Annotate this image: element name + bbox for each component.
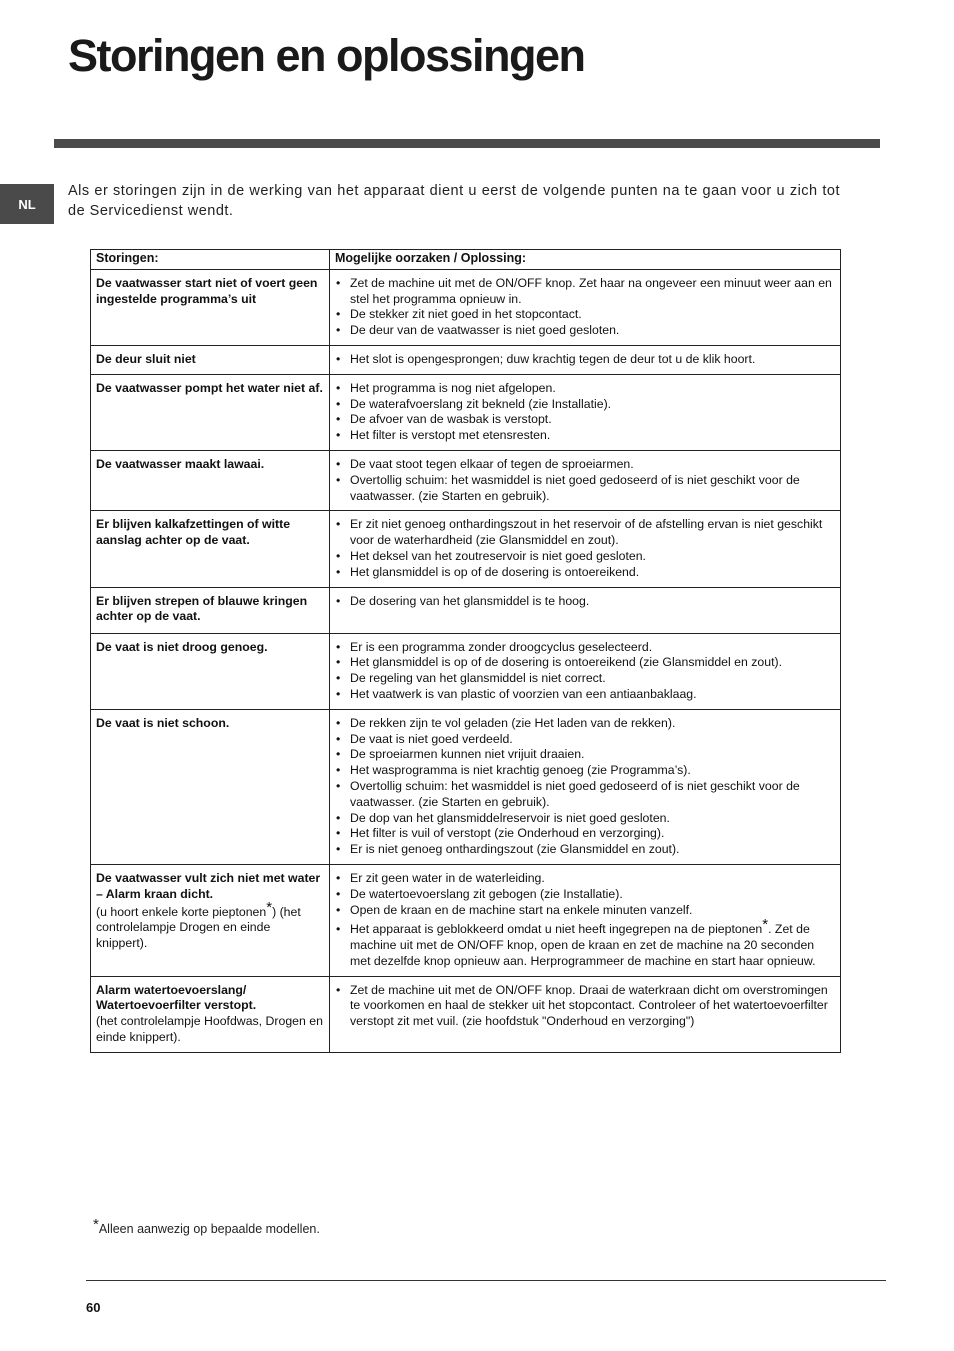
solution-cell <box>330 269 841 345</box>
solution-item: • Het programma is nog niet afgelopen. <box>335 381 835 397</box>
solution-item: • Het glansmiddel is op of de dosering is ontoereikend (zie Glansmiddel en zout). <box>335 655 835 671</box>
solution-item: • De waterafvoerslang zit bekneld (zie Installatie). <box>335 397 835 413</box>
solution-cell <box>330 345 841 374</box>
solution-item: • Het wasprogramma is niet krachtig genoeg (zie Programma’s). <box>335 763 835 779</box>
fault-label: De vaatwasser vult zich niet met water – Alarm kraan dicht. <box>96 870 321 901</box>
solution-item: • Het slot is opengesprongen; duw krachtig tegen de deur tot u de klik hoort. <box>335 352 835 368</box>
solution-item: • Zet de machine uit met de ON/OFF knop. Zet haar na ongeveer een minuut weer aan en stel het programma opnieuw in. <box>335 276 835 308</box>
solution-cell <box>330 976 841 1052</box>
solution-item: • Overtollig schuim: het wasmiddel is niet goed gedoseerd of is niet geschikt voor de vaatwasser. (zie Starten en gebruik). <box>335 473 835 505</box>
solution-item: • De watertoevoerslang zit gebogen (zie Installatie). <box>335 887 835 903</box>
fault-cell <box>91 374 330 450</box>
solution-item: • De sproeiarmen kunnen niet vrijuit draaien. <box>335 747 835 763</box>
table-row <box>91 976 841 1052</box>
table-row <box>91 709 841 864</box>
table-row <box>91 269 841 345</box>
page-number: 60 <box>86 1300 101 1315</box>
solution-item: • Open de kraan en de machine start na enkele minuten vanzelf. <box>335 903 835 919</box>
asterisk-mark: * <box>762 916 769 934</box>
fault-label: De vaat is niet droog genoeg. <box>96 639 268 654</box>
solution-item <box>335 916 835 969</box>
fault-cell <box>91 633 330 709</box>
footer-divider <box>86 1280 886 1281</box>
language-tab: NL <box>0 184 54 224</box>
solution-cell <box>330 450 841 510</box>
table-row <box>91 633 841 709</box>
table-header-row <box>91 250 841 270</box>
solution-item: • De dop van het glansmiddelreservoir is niet goed gesloten. <box>335 811 835 827</box>
fault-cell <box>91 269 330 345</box>
solution-item: • De regeling van het glansmiddel is niet correct. <box>335 671 835 687</box>
solution-item: • Het filter is verstopt met etensresten. <box>335 428 835 444</box>
fault-note-text: ) (het controlelampje Drogen en einde knippert). <box>96 904 301 951</box>
fault-label: De vaat is niet schoon. <box>96 715 230 730</box>
solution-item: • De deur van de vaatwasser is niet goed gesloten. <box>335 323 835 339</box>
table-row <box>91 374 841 450</box>
solution-item: • Overtollig schuim: het wasmiddel is niet goed gedoseerd of is niet geschikt voor de vaatwasser. (zie Starten en gebruik). <box>335 779 835 811</box>
fault-cell <box>91 976 330 1052</box>
solution-cell <box>330 587 841 633</box>
solution-item: • Er zit niet genoeg onthardingszout in het reservoir of de afstelling ervan is niet geschikt voor de waterhardheid (zie Glansmiddel en zout). <box>335 517 835 549</box>
fault-cell <box>91 864 330 976</box>
solution-item: • Het filter is vuil of verstopt (zie Onderhoud en verzorging). <box>335 826 835 842</box>
solution-cell <box>330 511 841 587</box>
solution-item: • De stekker zit niet goed in het stopcontact. <box>335 307 835 323</box>
footnote <box>93 1216 320 1236</box>
solution-item: • Er zit geen water in de waterleiding. <box>335 871 835 887</box>
solution-cell <box>330 633 841 709</box>
solution-text: Het apparaat is geblokkeerd omdat u niet heeft ingegrepen na de pieptonen <box>350 922 763 937</box>
solution-item: • Er is niet genoeg onthardingszout (zie Glansmiddel en zout). <box>335 842 835 858</box>
fault-label: De vaatwasser maakt lawaai. <box>96 456 265 471</box>
solution-item: • Het glansmiddel is op of de dosering is ontoereikend. <box>335 565 835 581</box>
fault-label: De deur sluit niet <box>96 351 196 366</box>
fault-note-text: (u hoort enkele korte pieptonen <box>96 904 267 919</box>
fault-label: Er blijven kalkafzettingen of witte aanslag achter op de vaat. <box>96 517 291 548</box>
asterisk-mark: * <box>266 898 273 916</box>
table-row <box>91 587 841 633</box>
fault-note: (het controlelampje Hoofdwas, Drogen en einde knippert). <box>96 1014 323 1045</box>
fault-label: De vaatwasser pompt het water niet af. <box>96 380 323 395</box>
fault-note <box>96 898 324 952</box>
table-row <box>91 345 841 374</box>
solution-cell <box>330 864 841 976</box>
solution-item: • De vaat stoot tegen elkaar of tegen de sproeiarmen. <box>335 457 835 473</box>
solution-item: • De dosering van het glansmiddel is te hoog. <box>335 594 835 610</box>
footnote-text: Alleen aanwezig op bepaalde modellen. <box>98 1222 320 1236</box>
solution-item: • De vaat is niet goed verdeeld. <box>335 732 835 748</box>
solution-item: • Er is een programma zonder droogcyclus geselecteerd. <box>335 640 835 656</box>
solution-cell <box>330 374 841 450</box>
solution-cell <box>330 709 841 864</box>
solution-text: . Zet de machine uit met de ON/OFF knop, open de kraan en zet de machine na 20 seconden met dezelfde knop opnieuw aan. Herprogrammeer de machine en start haar opnieuw. <box>350 922 816 968</box>
table-row <box>91 450 841 510</box>
fault-label: De vaatwasser start niet of voert geen ingestelde programma’s uit <box>96 275 318 306</box>
fault-cell <box>91 345 330 374</box>
title-divider <box>54 139 880 148</box>
solution-item: • De rekken zijn te vol geladen (zie Het laden van de rekken). <box>335 716 835 732</box>
table-row <box>91 864 841 976</box>
troubleshooting-table <box>90 249 841 1053</box>
header-faults: Storingen: <box>91 250 330 270</box>
asterisk-mark: * <box>93 1216 99 1233</box>
fault-cell <box>91 450 330 510</box>
fault-cell <box>91 587 330 633</box>
table-row <box>91 511 841 587</box>
page-title: Storingen en oplossingen <box>68 30 585 81</box>
fault-cell <box>91 709 330 864</box>
fault-label: Alarm watertoevoerslang/ Watertoevoerfilter verstopt. <box>96 982 257 1013</box>
fault-label: Er blijven strepen of blauwe kringen achter op de vaat. <box>96 593 308 624</box>
solution-item: • Het vaatwerk is van plastic of voorzien van een antiaanbaklaag. <box>335 687 835 703</box>
solution-item: • Zet de machine uit met de ON/OFF knop. Draai de waterkraan dicht om overstromingen te voorkomen en haal de stekker uit het stopcontact. Controleer of het watertoevoerfilter verstopt zit met vuil. (zie hoofdstuk "Onderhoud en verzorging") <box>335 983 835 1030</box>
solution-item: • Het deksel van het zoutreservoir is niet goed gesloten. <box>335 549 835 565</box>
fault-cell <box>91 511 330 587</box>
header-solutions: Mogelijke oorzaken / Oplossing: <box>330 250 841 270</box>
intro-text: Als er storingen zijn in de werking van het apparaat dient u eerst de volgende punten na te gaan voor u zich tot de Servicedienst wendt. <box>68 183 840 219</box>
solution-item: • De afvoer van de wasbak is verstopt. <box>335 412 835 428</box>
